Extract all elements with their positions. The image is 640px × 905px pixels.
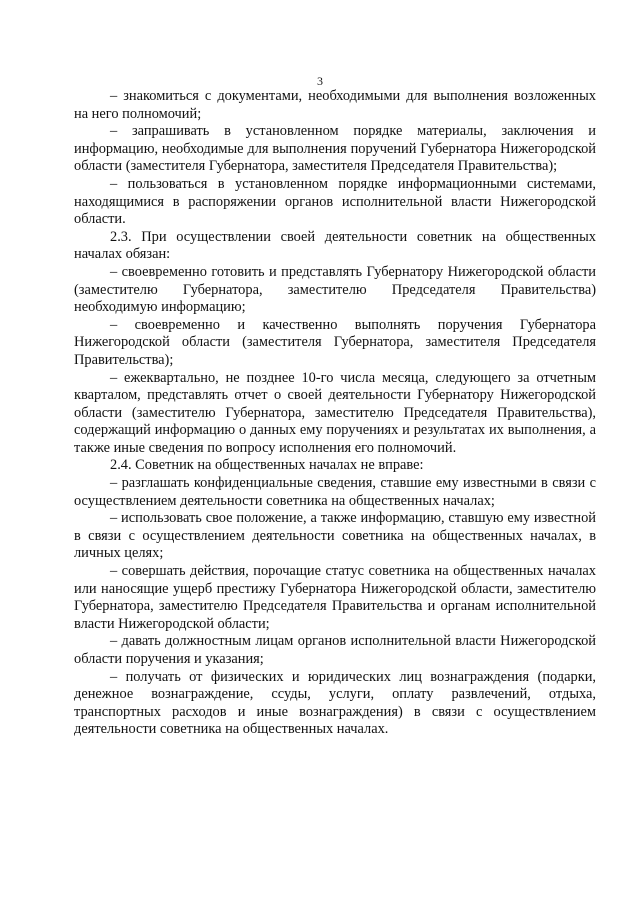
paragraph-prohibition-discrediting-actions: – совершать действия, порочащие статус советника на общественных началах или наносящие ущерб престижу Губернатора Нижегородской области, заместителю Губернатора, заместителю Председателя Правительства и органам исполнительной власти Нижегородской области; xyxy=(74,563,596,632)
page-number: 3 xyxy=(317,74,323,88)
section-heading-2-4-prohibitions: 2.4. Советник на общественных началах не вправе: xyxy=(110,457,424,474)
paragraph-right-use-information-systems: – пользоваться в установленном порядке информационными системами, находящимися в распоряжении органов исполнительной власти Нижегородской области. xyxy=(74,175,596,228)
paragraph-prohibition-disclose-confidential: – разглашать конфиденциальные сведения, ставшие ему известными в связи с осуществлением деятельности советника на общественных началах; xyxy=(74,475,596,509)
paragraph-duty-prepare-information: – своевременно готовить и представлять Губернатору Нижегородской области (заместителю Губернатора, заместителю Председателя Правительства) необходимую информацию; xyxy=(74,263,596,316)
paragraph-duty-execute-instructions: – своевременно и качественно выполнять поручения Губернатора Нижегородской области (заместителя Губернатора, заместителя Председателя Правительства); xyxy=(74,316,596,368)
paragraph-prohibition-give-instructions: – давать должностным лицам органов исполнительной власти Нижегородской области поручения и указания; xyxy=(74,633,596,667)
paragraph-prohibition-receive-rewards: – получать от физических и юридических лиц вознаграждения (подарки, денежное вознаграждение, ссуды, услуги, оплату развлечений, отдыха, транспортных расходов и иные вознаграждения) в связи с осуществлением деятельности советника на общественных началах. xyxy=(74,668,596,738)
section-heading-2-3-obligations: 2.3. При осуществлении своей деятельности советник на общественных началах обязан: xyxy=(74,228,596,263)
paragraph-right-view-documents: – знакомиться с документами, необходимыми для выполнения возложенных на него полномочий; xyxy=(74,88,596,122)
paragraph-right-request-materials: – запрашивать в установленном порядке материалы, заключения и информацию, необходимые для выполнения поручений Губернатора Нижегородской области (заместителя Губернатора, заместителя Председателя Правительства); xyxy=(74,123,596,175)
paragraph-prohibition-personal-use: – использовать свое положение, а также информацию, ставшую ему известной в связи с осуществлением деятельности советника на общественных началах, в личных целях; xyxy=(74,510,596,562)
paragraph-duty-quarterly-report: – ежеквартально, не позднее 10-го числа месяца, следующего за отчетным кварталом, представлять отчет о своей деятельности Губернатору Нижегородской области (заместителю Губернатора, заместителю Председателя Правительства), содержащий информацию о данных ему поручениях и результатах их выполнения, а также иные сведения по вопросу исполнения его полномочий. xyxy=(74,369,596,456)
document-body xyxy=(74,88,596,739)
